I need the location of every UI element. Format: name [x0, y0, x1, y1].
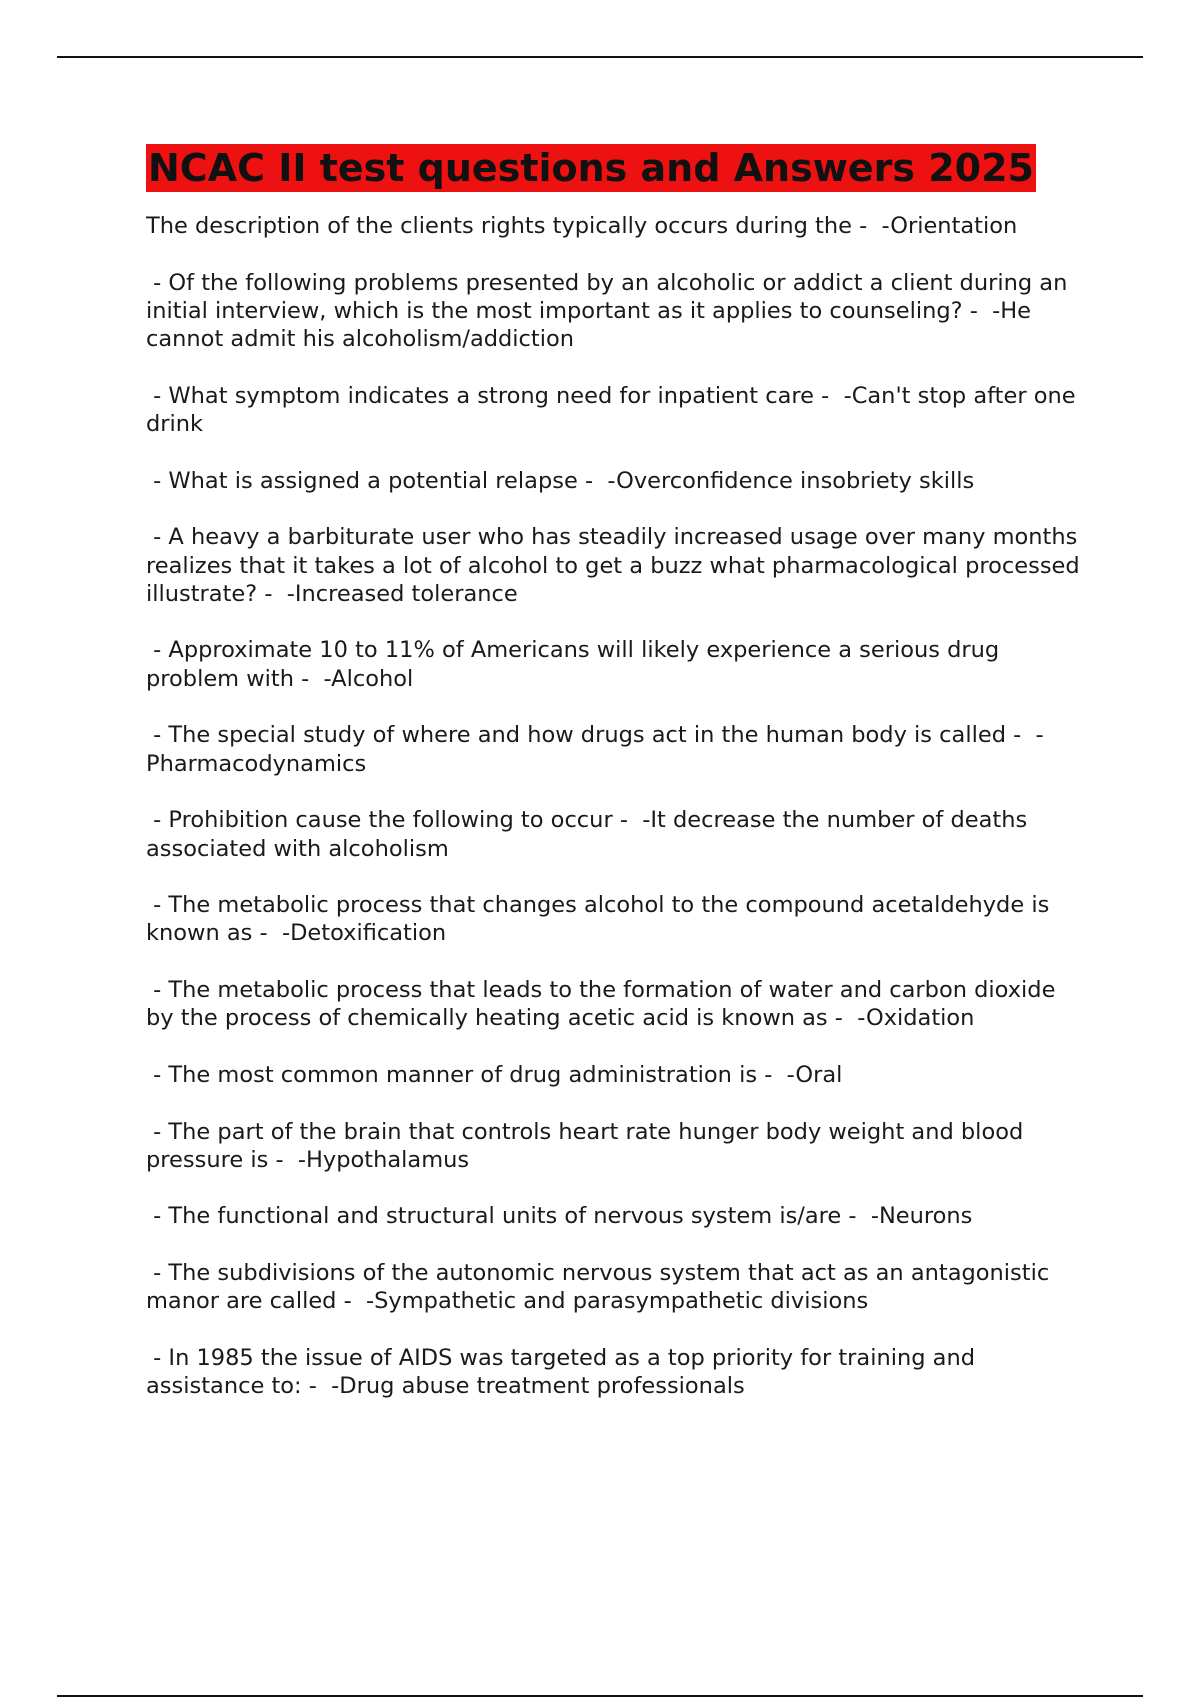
qa-item: - In 1985 the issue of AIDS was targeted as a top priority for training and assistance to: - -Drug abuse treatment professionals [146, 1344, 983, 1400]
header-rule [57, 56, 1143, 58]
qa-item: - A heavy a barbiturate user who has steadily increased usage over many months realizes that it takes a lot of alcohol to get a buzz what pharmacological processed illustrate? - -Increased tolerance [146, 524, 1087, 607]
footer-rule [57, 1695, 1143, 1697]
qa-item: - Approximate 10 to 11% of Americans will likely experience a serious drug problem with - -Alcohol [146, 637, 1007, 692]
qa-item: - The part of the brain that controls heart rate hunger body weight and blood pressure is - -Hypothalamus [146, 1118, 1031, 1173]
qa-item: - The metabolic process that changes alcohol to the compound acetaldehyde is known as - -Detoxification [146, 892, 1057, 947]
document-title: NCAC II test questions and Answers 2025 [148, 146, 1034, 190]
qa-item: - The subdivisions of the autonomic nervous system that act as an antagonistic manor are called - -Sympathetic and parasympathetic divisions [146, 1259, 1057, 1315]
qa-item: - The metabolic process that leads to the formation of water and carbon dioxide by the process of chemically heating acetic acid is known as - -Oxidation [146, 977, 1063, 1032]
qa-item: - The special study of where and how drugs act in the human body is called - -Pharmacodynamics [146, 722, 1044, 777]
qa-item: - Of the following problems presented by an alcoholic or addict a client during an initial interview, which is the most important as it applies to counseling? - -He cannot admit his alcoholism/addiction [146, 269, 1075, 353]
qa-item: - What symptom indicates a strong need for inpatient care - -Can't stop after one drink [146, 382, 1083, 438]
qa-item: - The functional and structural units of nervous system is/are - -Neurons [146, 1203, 973, 1230]
qa-item: The description of the clients rights typically occurs during the - -Orientation [146, 213, 1018, 239]
qa-item: - Prohibition cause the following to occur - -It decrease the number of deaths associated with alcoholism [146, 807, 1035, 862]
qa-item: - The most common manner of drug administration is - -Oral [146, 1061, 843, 1088]
document-body [146, 144, 1086, 1429]
qa-item: - What is assigned a potential relapse - -Overconfidence insobriety skills [146, 467, 975, 494]
